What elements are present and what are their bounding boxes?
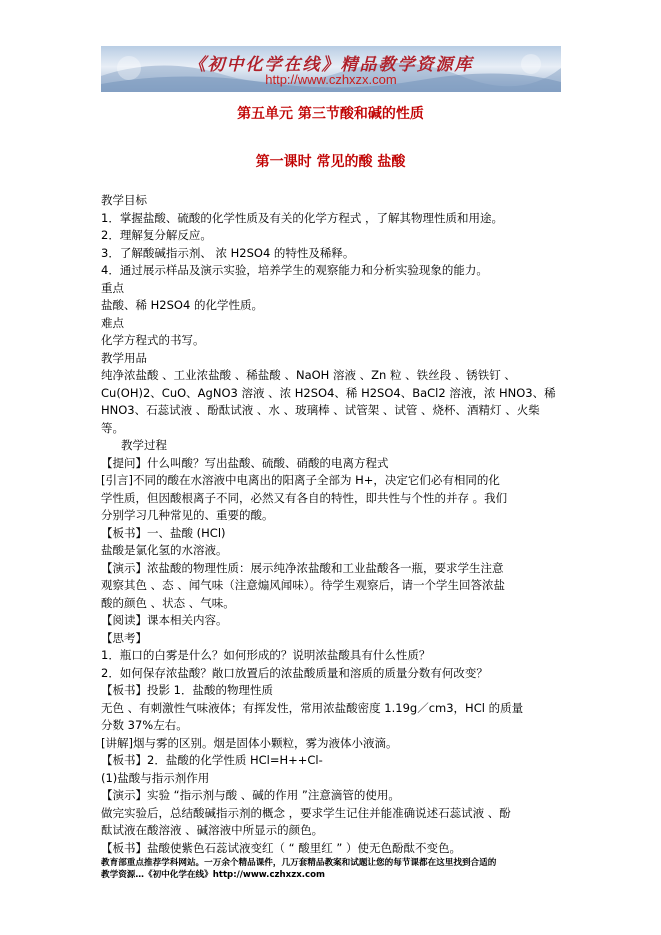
text-line: 重点: [101, 280, 124, 295]
text-line: 【板书】盐酸使紫色石蕊试液变红（ “ 酸里红 ” ）使无色酚酞不变色。: [101, 840, 462, 855]
text-line: 等。: [101, 420, 124, 435]
page-subtitle: 第一课时 常见的酸 盐酸: [255, 154, 406, 170]
text-line: 分别学习几种常见的、重要的酸。: [101, 508, 274, 522]
text-line: 1．掌握盐酸、硫酸的化学性质及有关的化学方程式 ，了解其物理性质和用途。: [101, 210, 503, 225]
lesson-body: [101, 192, 563, 857]
text-line: 无色 、有刺激性气味液体；有挥发性，常用浓盐酸密度 1.19g／cm3，HCl 的质量: [101, 700, 524, 715]
text-line: 【板书】一、盐酸 (HCl): [101, 525, 226, 540]
footer-line: 教育部重点推荐学科网站。一万余个精品课件，几万套精品教案和试题让您的每节课都在这里找到合适的: [101, 858, 497, 868]
text-line: 观察其色 、态 、闻气味（注意煽风闻味）。待学生观察后，请一个学生回答浓盐: [101, 578, 506, 592]
text-line: [引言]不同的酸在水溶液中电离出的阳离子全部为 H+，决定它们必有相同的化: [101, 473, 500, 487]
text-line: 【思考】: [101, 630, 147, 645]
text-line: 【演示】浓盐酸的物理性质：展示纯净浓盐酸和工业盐酸各一瓶，要求学生注意: [101, 560, 504, 575]
text-line: 酞试液在酸溶液 、碱溶液中所显示的颜色。: [101, 823, 324, 837]
text-line: Cu(OH)2、CuO、AgNO3 溶液 、浓 H2SO4、稀 H2SO4、BaCl2 溶液，浓 HNO3、稀: [101, 385, 556, 400]
banner-url[interactable]: http://www.czhxzx.com: [265, 72, 397, 87]
text-line: 【提问】什么叫酸？写出盐酸、硫酸、硝酸的电离方程式: [101, 455, 389, 470]
text-line: 酸的颜色 、状态 、气味。: [101, 595, 235, 610]
text-line: 2．如何保存浓盐酸？敞口放置后的浓盐酸质量和溶质的质量分数有何改变？: [101, 665, 488, 680]
text-line: 教学目标: [101, 193, 147, 207]
text-line: 2．理解复分解反应。: [101, 228, 212, 242]
footer-line: 教学资源…《初中化学在线》http://www.czhxzx.com: [101, 870, 325, 880]
text-line: 【板书】投影 1．盐酸的物理性质: [101, 683, 273, 697]
text-line: 分数 37%左右。: [101, 718, 188, 732]
text-line: 【阅读】课本相关内容。: [101, 613, 228, 627]
text-line: 4．通过展示样品及演示实验，培养学生的观察能力和分析实验现象的能力。: [101, 263, 488, 277]
text-line: 做完实验后，总结酸碱指示剂的概念 ，要求学生记住并能准确说述石蕊试液 、酚: [101, 805, 511, 820]
header-banner: [101, 46, 561, 92]
section-heading: 教学过程: [121, 438, 167, 452]
text-line: 盐酸、稀 H2SO4 的化学性质。: [101, 298, 263, 312]
text-line: 学性质，但因酸根离子不同，必然又有各自的特性，即共性与个性的并存 。我们: [101, 490, 508, 505]
banner-title: 《初中化学在线》精品教学资源库: [188, 55, 474, 75]
text-line: 化学方程式的书写。: [101, 333, 205, 347]
text-line: 1．瓶口的白雾是什么？如何形成的？说明浓盐酸具有什么性质？: [101, 648, 431, 662]
text-line: 纯净浓盐酸 、工业浓盐酸 、稀盐酸 、NaOH 溶液 、Zn 粒 、铁丝段 、锈铁钉 、: [101, 368, 516, 382]
text-line: 盐酸是氯化氢的水溶液。: [101, 543, 228, 557]
text-line: 【演示】实验 “指示剂与酸 、碱的作用 ”注意滴管的使用。: [101, 788, 400, 802]
page-title: 第五单元 第三节酸和碱的性质: [237, 106, 424, 122]
text-line: (1)盐酸与指示剂作用: [101, 770, 210, 785]
footer-note: [101, 857, 563, 881]
text-line: 【板书】2．盐酸的化学性质 HCl=H++Cl-: [101, 753, 323, 767]
text-line: HNO3、石蕊试液 、酚酞试液 、水 、玻璃棒 、试管架 、试管 、烧杯、酒精灯 、火柴: [101, 403, 540, 417]
text-line: 3．了解酸碱指示剂、 浓 H2SO4 的特性及稀释。: [101, 245, 355, 260]
text-line: 教学用品: [101, 350, 147, 365]
text-line: [讲解]烟与雾的区别。烟是固体小颗粒，雾为液体小液滴。: [101, 735, 398, 750]
text-line: 难点: [101, 315, 124, 330]
